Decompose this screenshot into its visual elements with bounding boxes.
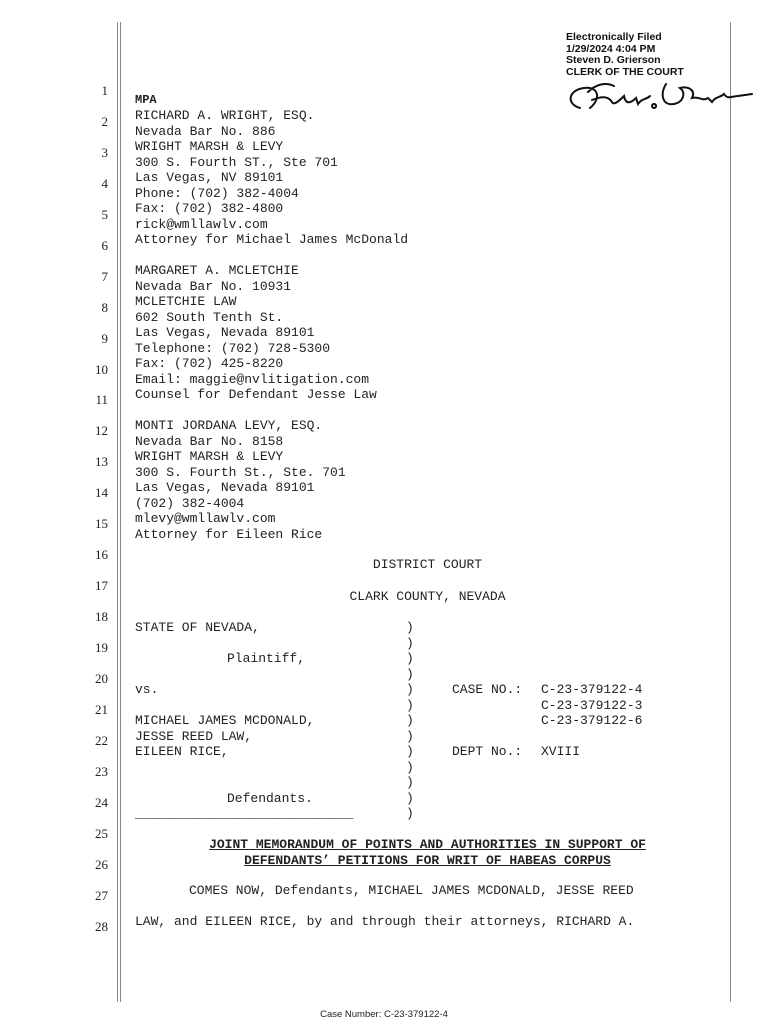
line-number: 28 — [95, 919, 108, 934]
counsel-line: Las Vegas, Nevada 89101 — [135, 325, 315, 340]
line-number: 13 — [95, 454, 108, 469]
counsel-line: Fax: (702) 425-8220 — [135, 356, 284, 371]
caption-paren: ) — [406, 790, 414, 806]
counsel-line: Las Vegas, Nevada 89101 — [135, 480, 315, 495]
caption-paren: ) — [406, 744, 414, 759]
body-line-2: LAW, and EILEEN RICE, by and through their attorneys, RICHARD A. — [135, 914, 635, 929]
line-number: 27 — [95, 888, 108, 903]
counsel-line: 300 S. Fourth St., Ste. 701 — [135, 464, 346, 480]
line-number: 24 — [95, 795, 108, 810]
line-number: 16 — [95, 547, 108, 562]
line-number: 11 — [95, 392, 108, 407]
caption-plaintiff-role: Plaintiff, — [227, 651, 306, 666]
caption-defendant-2: JESSE REED LAW, — [135, 729, 253, 744]
counsel-line: Nevada Bar No. 886 — [135, 123, 276, 139]
caption-paren: ) — [406, 682, 414, 697]
document-title-line-1: JOINT MEMORANDUM OF POINTS AND AUTHORITIES IN SUPPORT OF — [209, 837, 646, 852]
line-number: 23 — [95, 764, 108, 779]
line-number: 14 — [95, 485, 108, 500]
caption-paren: ) — [406, 697, 414, 713]
line-number: 3 — [101, 145, 108, 160]
dept-label: DEPT No.: — [452, 744, 523, 759]
counsel-line: Counsel for Defendant Jesse Law — [135, 387, 377, 402]
counsel-line: rick@wmllawlv.com — [135, 216, 268, 232]
document-title-line-2: DEFENDANTS’ PETITIONS FOR WRIT OF HABEAS CORPUS — [244, 853, 611, 868]
case-number-1: C-23-379122-4 — [541, 682, 643, 697]
counsel-line: Fax: (702) 382-4800 — [135, 201, 284, 216]
filing-stamp — [566, 32, 684, 78]
case-number-3: C-23-379122-6 — [541, 713, 643, 728]
counsel-line: 300 S. Fourth ST., Ste 701 — [135, 154, 338, 170]
caption-rule: ____________________________ — [135, 806, 354, 821]
stamp-line-clerk-title: CLERK OF THE COURT — [566, 65, 684, 78]
counsel-line: mlevy@wmllawlv.com — [135, 511, 276, 526]
document-code: MPA — [135, 93, 157, 107]
caption-defendant-1: MICHAEL JAMES MCDONALD, — [135, 713, 315, 728]
line-number: 10 — [95, 362, 108, 377]
line-number: 22 — [95, 733, 108, 748]
caption-paren: ) — [406, 620, 414, 635]
caption-defendant-3: EILEEN RICE, — [135, 744, 229, 759]
line-number: 25 — [95, 826, 108, 841]
caption-plaintiff: STATE OF NEVADA, — [135, 620, 260, 635]
case-number-2: C-23-379122-3 — [541, 698, 643, 713]
caption-paren: ) — [406, 759, 414, 775]
line-number: 17 — [95, 578, 108, 593]
clerk-signature-icon — [562, 78, 754, 116]
line-number: 19 — [95, 640, 108, 655]
line-number: 5 — [101, 207, 108, 222]
counsel-line: 602 South Tenth St. — [135, 309, 284, 325]
line-number: 8 — [101, 300, 108, 315]
line-number: 7 — [101, 269, 108, 284]
line-number: 20 — [95, 671, 108, 686]
line-number: 4 — [101, 176, 108, 191]
line-number: 9 — [101, 331, 108, 346]
stamp-line-clerk-name: Steven D. Grierson — [566, 54, 661, 66]
caption-paren: ) — [406, 666, 414, 682]
caption-vs: vs. — [135, 682, 159, 697]
dept-value: XVIII — [541, 744, 581, 759]
body-line-1: COMES NOW, Defendants, MICHAEL JAMES MCDONALD, JESSE REED — [189, 883, 634, 898]
caption-defendants-role: Defendants. — [227, 791, 313, 806]
counsel-line: MCLETCHIE LAW — [135, 294, 237, 309]
counsel-line: Attorney for Michael James McDonald — [135, 232, 409, 247]
line-number: 18 — [95, 609, 108, 624]
caption-paren: ) — [406, 635, 414, 651]
counsel-line: WRIGHT MARSH & LEVY — [135, 449, 284, 464]
court-name: DISTRICT COURT — [372, 557, 483, 572]
stamp-line-filed: Electronically Filed — [566, 31, 662, 43]
caption-paren: ) — [406, 806, 414, 821]
counsel-line: Telephone: (702) 728-5300 — [135, 340, 331, 356]
counsel-line: MARGARET A. MCLETCHIE — [135, 263, 299, 278]
counsel-line: (702) 382-4004 — [135, 495, 245, 511]
court-county: CLARK COUNTY, NEVADA — [349, 589, 506, 604]
counsel-line: Las Vegas, NV 89101 — [135, 170, 284, 185]
line-number: 6 — [101, 238, 108, 253]
caption-paren: ) — [406, 713, 414, 728]
line-number: 15 — [95, 516, 108, 531]
caption-paren: ) — [406, 728, 414, 744]
line-number: 26 — [95, 857, 108, 872]
counsel-line: Nevada Bar No. 10931 — [135, 278, 292, 294]
counsel-line: MONTI JORDANA LEVY, ESQ. — [135, 418, 323, 433]
case-number-footer: Case Number: C-23-379122-4 — [320, 1009, 448, 1020]
line-number: 12 — [95, 423, 108, 438]
counsel-line: RICHARD A. WRIGHT, ESQ. — [135, 108, 315, 123]
caption-paren: ) — [406, 775, 414, 790]
line-number: 2 — [101, 114, 108, 129]
stamp-line-date: 1/29/2024 4:04 PM — [566, 42, 656, 55]
counsel-line: WRIGHT MARSH & LEVY — [135, 139, 284, 154]
caption-paren: ) — [406, 651, 414, 666]
line-number: 1 — [101, 83, 108, 98]
line-number: 21 — [95, 702, 108, 717]
counsel-line: Attorney for Eileen Rice — [135, 526, 323, 542]
case-number-label: CASE NO.: — [452, 682, 523, 697]
counsel-line: Phone: (702) 382-4004 — [135, 185, 299, 201]
counsel-line: Nevada Bar No. 8158 — [135, 433, 284, 449]
counsel-line: Email: maggie@nvlitigation.com — [135, 371, 370, 387]
